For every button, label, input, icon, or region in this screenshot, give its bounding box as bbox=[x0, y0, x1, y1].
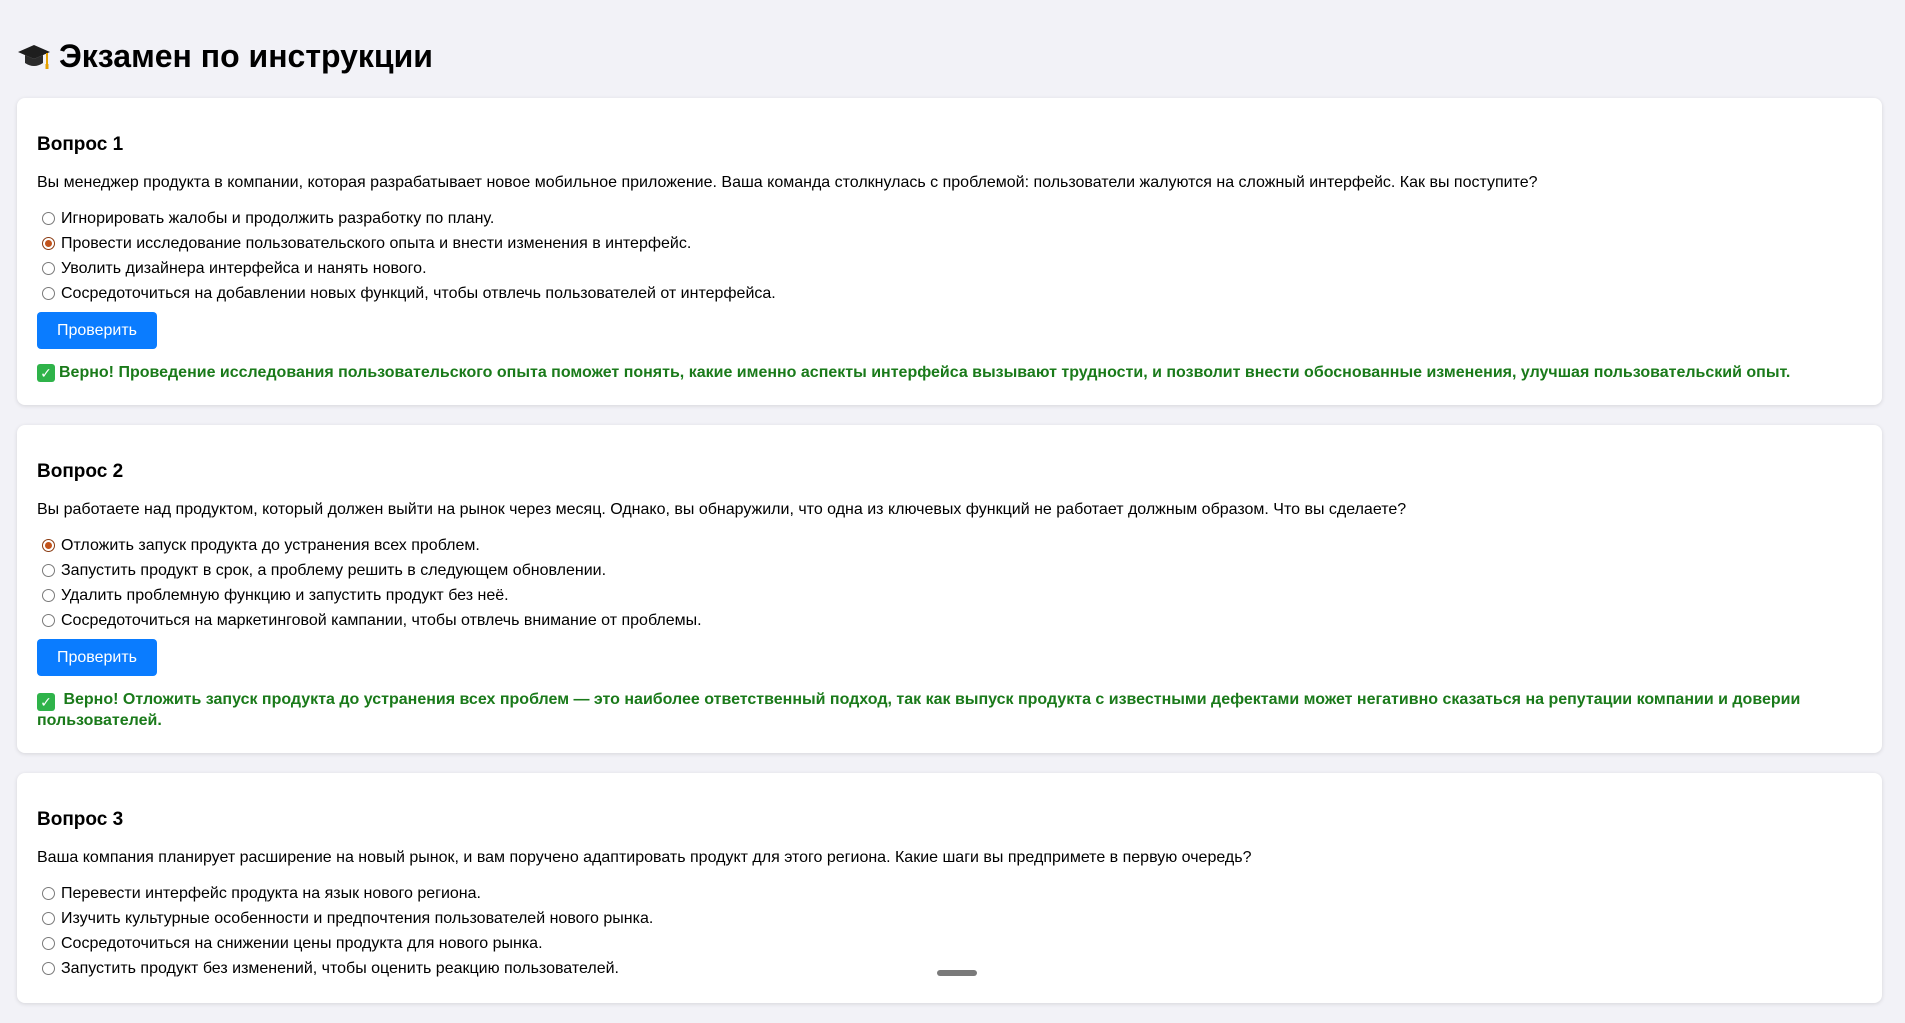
radio-button[interactable] bbox=[42, 589, 55, 602]
question-card-2 bbox=[17, 425, 1882, 753]
option-label: Сосредоточиться на добавлении новых функций, чтобы отвлечь пользователей от интерфейса. bbox=[61, 284, 776, 302]
option-2[interactable] bbox=[37, 231, 1862, 256]
feedback-text: Верно! Отложить запуск продукта до устранения всех проблем — это наиболее ответственный подход, так как выпуск продукта с известными дефектами может негативно сказаться на репутации компании и доверии пользователей. bbox=[37, 691, 1801, 729]
question-title: Вопрос 3 bbox=[37, 809, 124, 830]
question-card-3 bbox=[17, 773, 1882, 1003]
question-card-1 bbox=[17, 98, 1882, 405]
radio-button[interactable] bbox=[42, 912, 55, 925]
option-label: Изучить культурные особенности и предпочтения пользователей нового рынка. bbox=[61, 909, 654, 927]
radio-button-selected[interactable] bbox=[42, 237, 55, 250]
question-text: Вы работаете над продуктом, который должен выйти на рынок через месяц. Однако, вы обнаружили, что одна из ключевых функций не работает должным образом. Что вы сделаете? bbox=[37, 501, 1407, 518]
option-3[interactable] bbox=[37, 256, 1862, 281]
options-list bbox=[37, 206, 1862, 306]
option-2[interactable] bbox=[37, 558, 1862, 583]
option-label: Игнорировать жалобы и продолжить разработку по плану. bbox=[61, 209, 495, 227]
radio-button[interactable] bbox=[42, 287, 55, 300]
page-title: Экзамен по инструкции bbox=[59, 38, 433, 74]
option-4[interactable] bbox=[37, 956, 1862, 981]
graduation-cap-icon bbox=[17, 39, 51, 73]
options-list bbox=[37, 881, 1862, 981]
scroll-handle[interactable] bbox=[937, 970, 977, 976]
option-label: Уволить дизайнера интерфейса и нанять нового. bbox=[61, 259, 427, 277]
question-text: Ваша компания планирует расширение на новый рынок, и вам поручено адаптировать продукт для этого региона. Какие шаги вы предпримете в первую очередь? bbox=[37, 849, 1252, 866]
option-label: Запустить продукт в срок, а проблему решить в следующем обновлении. bbox=[61, 561, 607, 579]
check-mark-button-icon: ✓ bbox=[37, 364, 55, 382]
page-title-row bbox=[17, 0, 1882, 76]
feedback-message bbox=[37, 363, 1862, 383]
radio-button-selected[interactable] bbox=[42, 539, 55, 552]
question-text: Вы менеджер продукта в компании, которая разрабатывает новое мобильное приложение. Ваша команда столкнулась с проблемой: пользователи жалуются на сложный интерфейс. Как вы поступите? bbox=[37, 174, 1538, 191]
option-label: Удалить проблемную функцию и запустить продукт без неё. bbox=[61, 586, 509, 604]
option-label: Провести исследование пользовательского опыта и внести изменения в интерфейс. bbox=[61, 234, 692, 252]
option-1[interactable] bbox=[37, 206, 1862, 231]
radio-button[interactable] bbox=[42, 887, 55, 900]
radio-button[interactable] bbox=[42, 937, 55, 950]
question-title: Вопрос 1 bbox=[37, 134, 124, 155]
radio-button[interactable] bbox=[42, 212, 55, 225]
check-button[interactable]: Проверить bbox=[37, 639, 157, 676]
question-title: Вопрос 2 bbox=[37, 461, 124, 482]
option-3[interactable] bbox=[37, 931, 1862, 956]
radio-button[interactable] bbox=[42, 262, 55, 275]
radio-button[interactable] bbox=[42, 614, 55, 627]
option-2[interactable] bbox=[37, 906, 1862, 931]
page-container bbox=[17, 0, 1882, 1023]
option-4[interactable] bbox=[37, 281, 1862, 306]
option-1[interactable] bbox=[37, 533, 1862, 558]
option-label: Сосредоточиться на снижении цены продукта для нового рынка. bbox=[61, 934, 543, 952]
feedback-message bbox=[37, 690, 1862, 731]
feedback-text: Верно! Проведение исследования пользовательского опыта поможет понять, какие именно аспекты интерфейса вызывают трудности, и позволит внести обоснованные изменения, улучшая пользовательский опыт. bbox=[59, 364, 1791, 381]
check-button[interactable]: Проверить bbox=[37, 312, 157, 349]
check-mark-button-icon: ✓ bbox=[37, 693, 55, 711]
radio-button[interactable] bbox=[42, 962, 55, 975]
option-label: Сосредоточиться на маркетинговой кампании, чтобы отвлечь внимание от проблемы. bbox=[61, 611, 702, 629]
option-label: Отложить запуск продукта до устранения всех проблем. bbox=[61, 536, 480, 554]
option-4[interactable] bbox=[37, 608, 1862, 633]
option-1[interactable] bbox=[37, 881, 1862, 906]
option-3[interactable] bbox=[37, 583, 1862, 608]
radio-button[interactable] bbox=[42, 564, 55, 577]
option-label: Перевести интерфейс продукта на язык нового региона. bbox=[61, 884, 481, 902]
option-label: Запустить продукт без изменений, чтобы оценить реакцию пользователей. bbox=[61, 959, 619, 977]
options-list bbox=[37, 533, 1862, 633]
